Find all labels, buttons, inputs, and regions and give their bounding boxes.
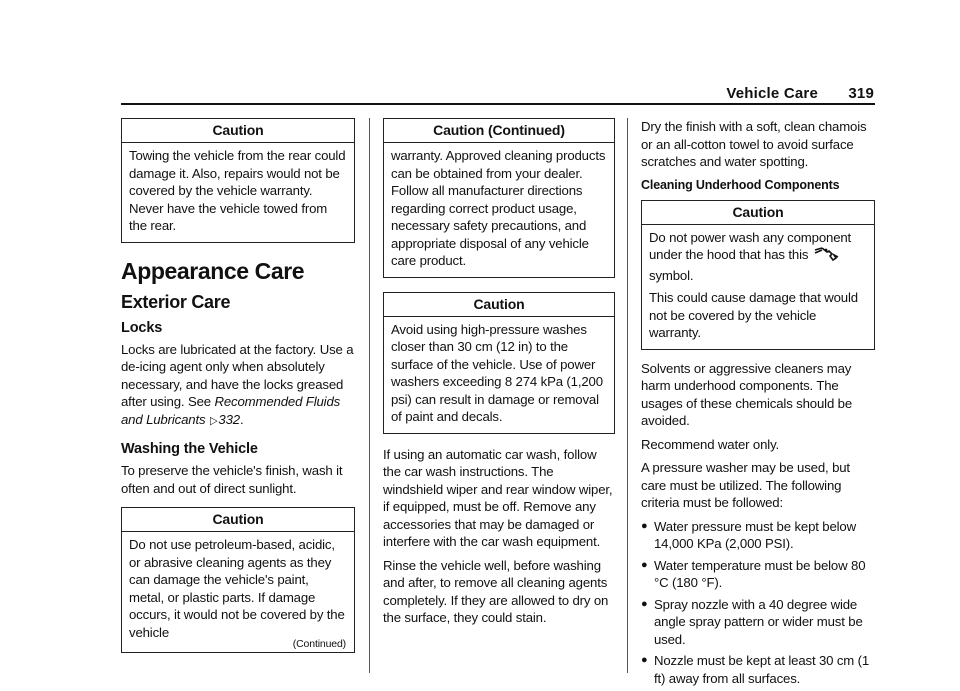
caution-box-underhood (641, 200, 875, 350)
section-title: Appearance Care (121, 257, 305, 284)
water-only-paragraph: Recommend water only. (641, 436, 780, 452)
no-power-wash-icon (814, 246, 840, 267)
locks-paragraph (121, 341, 355, 431)
caution-text (649, 229, 866, 285)
continued-label: (Continued) (292, 638, 346, 650)
column-3 (641, 118, 875, 691)
washing-text: To preserve the vehicle's finish, wash it often and out of direct sunlight. (121, 463, 343, 496)
locks-heading: Locks (121, 319, 163, 336)
caution-line: Do not power wash any component under the hood that has this (649, 229, 852, 262)
car-wash-paragraph: If using an automatic car wash, follow the car wash instructions. The windshield wiper and rear window wiper, if equipped, must be off. Remove any accessories that may be damaged or interfere with the car wash equipment. (383, 446, 613, 549)
page-number: 319 (848, 85, 874, 102)
rinse-paragraph: Rinse the vehicle well, before washing and after, to remove all cleaning agents completely. If they are allowed to dry on the surface, they could stain. (383, 557, 609, 625)
caution-text: Towing the vehicle from the rear could damage it. Also, repairs would not be covered by the vehicle warranty. Never have the vehicle towed from the rear. (129, 148, 346, 233)
list-item (641, 652, 875, 687)
header-section: Vehicle Care (726, 85, 818, 102)
caution-title: Caution (212, 122, 264, 138)
caution-title: Caution (473, 295, 525, 312)
list-item (641, 596, 875, 649)
locks-text: Locks are lubricated at the factory. Use a de-icing agent only when absolutely necessary, and have the locks greased after using. See (121, 341, 354, 409)
locks-end-punct: . (239, 411, 244, 427)
bullet-icon: ● (641, 558, 648, 571)
pressure-washer-paragraph: A pressure washer may be used, but care must be utilized. The following criteria must be followed: (641, 460, 850, 510)
cross-reference-page: 332 (218, 411, 240, 427)
caution-box-pressure (383, 292, 615, 434)
caution-box-cleaners (121, 507, 355, 653)
caution-text: This could cause damage that would not be covered by the vehicle warranty. (649, 290, 858, 340)
criteria-list (641, 518, 875, 688)
caution-line: symbol. (649, 267, 694, 283)
list-item-text: Water pressure must be kept below 14,000 KPa (2,000 PSI). (654, 518, 856, 551)
column-1 (121, 118, 355, 653)
list-item (641, 557, 875, 592)
subsection-title: Exterior Care (121, 291, 231, 312)
caution-text: warranty. Approved cleaning products can be obtained from your dealer. Follow all manufacturer directions regarding correct product usage, necessary safety precautions, and appropriate disposal of any vehicle care product. (391, 148, 606, 268)
header-rule (121, 103, 875, 105)
caution-text: Avoid using high-pressure washes closer than 30 cm (12 in) to the surface of the vehicle. Use of power washers exceeding 8 274 kPa (1,200 psi) can result in damage or removal of paint and decals. (391, 321, 603, 424)
bullet-icon: ● (641, 519, 648, 532)
running-header (726, 85, 874, 102)
caution-title: Caution (Continued) (433, 122, 565, 138)
page-ref-arrow-icon: ▷ (209, 414, 218, 427)
washing-heading: Washing the Vehicle (121, 441, 258, 457)
dry-paragraph: Dry the finish with a soft, clean chamois or an all-cotton towel to avoid surface scratches and water spotting. (641, 119, 867, 169)
list-item-text: Nozzle must be kept at least 30 cm (1 ft) away from all surfaces. (654, 653, 870, 686)
column-divider (627, 118, 628, 673)
caution-box-continued (383, 118, 615, 278)
list-item-text: Spray nozzle with a 40 degree wide angle spray pattern or wider must be used. (654, 596, 863, 647)
solvents-paragraph: Solvents or aggressive cleaners may harm underhood components. The usages of these chemicals should be avoided. (641, 360, 853, 428)
column-divider (369, 118, 370, 673)
column-2 (383, 118, 615, 633)
underhood-heading: Cleaning Underhood Components (641, 177, 840, 192)
list-item (641, 518, 875, 553)
caution-title: Caution (212, 511, 264, 527)
bullet-icon: ● (641, 654, 648, 666)
caution-box-towing (121, 118, 355, 243)
caution-title: Caution (732, 203, 784, 220)
list-item-text: Water temperature must be below 80 °C (180 °F). (654, 557, 866, 590)
caution-text: Do not use petroleum-based, acidic, or abrasive cleaning agents as they can damage the vehicle's paint, metal, or plastic parts. If damage occurs, it would not be covered by the vehicle (129, 537, 345, 640)
bullet-icon: ● (641, 597, 648, 610)
cross-reference-title: Recommended Fluids and Lubricants (121, 394, 341, 427)
